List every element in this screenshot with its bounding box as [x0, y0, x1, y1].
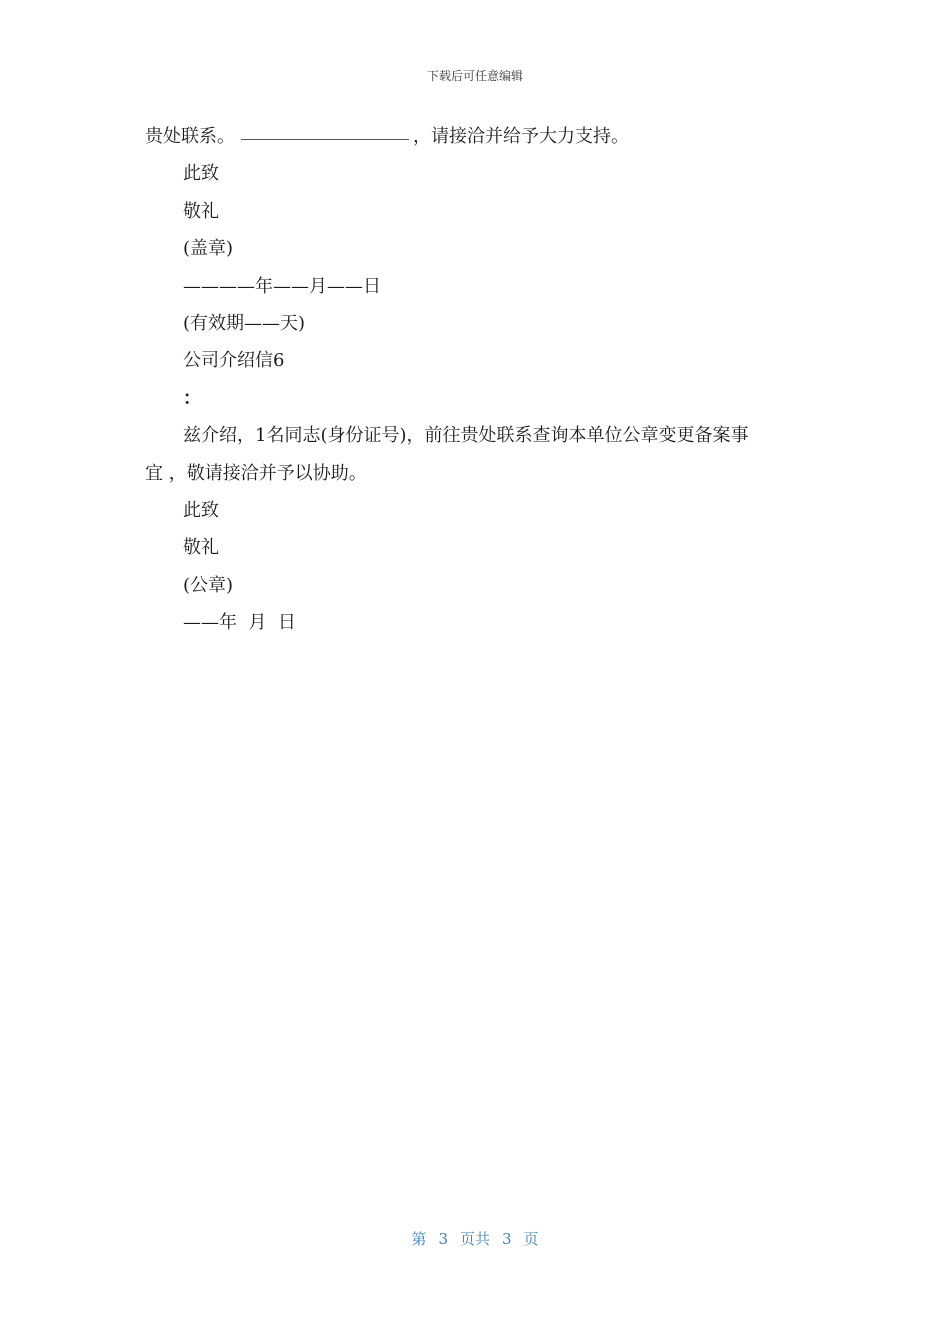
closing-regards: 敬礼 — [183, 200, 219, 222]
date-line-2: ——年 月 日 — [183, 612, 296, 634]
footer-total-pages: 3 — [502, 1230, 512, 1248]
contact-line-end: ，请接洽并给予大力支持。 — [413, 126, 629, 147]
footer-word-page: 第 — [411, 1230, 427, 1248]
page-number-footer — [0, 1229, 950, 1249]
contact-line — [145, 118, 805, 155]
blank-field — [241, 138, 409, 140]
closing-salutation-2: 此致 — [183, 499, 219, 521]
closing-salutation: 此致 — [183, 163, 219, 185]
section-title: 公司介绍信6 — [183, 350, 285, 372]
contact-line-start: 贵处联系。 — [145, 126, 235, 147]
introduction-paragraph: 兹介绍，1名同志(身份证号)，前往贵处联系查询本单位公章变更备案事 — [183, 425, 749, 447]
page-header: 下载后可任意编辑 — [426, 69, 523, 83]
footer-word-end: 页 — [523, 1230, 539, 1248]
validity-line: (有效期——天) — [183, 312, 306, 334]
date-line: ————年——月——日 — [183, 275, 381, 297]
footer-word-of: 页共 — [459, 1230, 490, 1248]
seal-label: (盖章) — [183, 238, 234, 260]
document-body — [145, 118, 805, 641]
introduction-paragraph-continued: 宜 ，敬请接洽并予以协助。 — [145, 462, 367, 484]
closing-regards-2: 敬礼 — [183, 537, 219, 559]
seal-label-2: (公章) — [183, 574, 234, 596]
footer-current-page: 3 — [438, 1230, 448, 1248]
recipient-line: ： — [183, 387, 201, 409]
